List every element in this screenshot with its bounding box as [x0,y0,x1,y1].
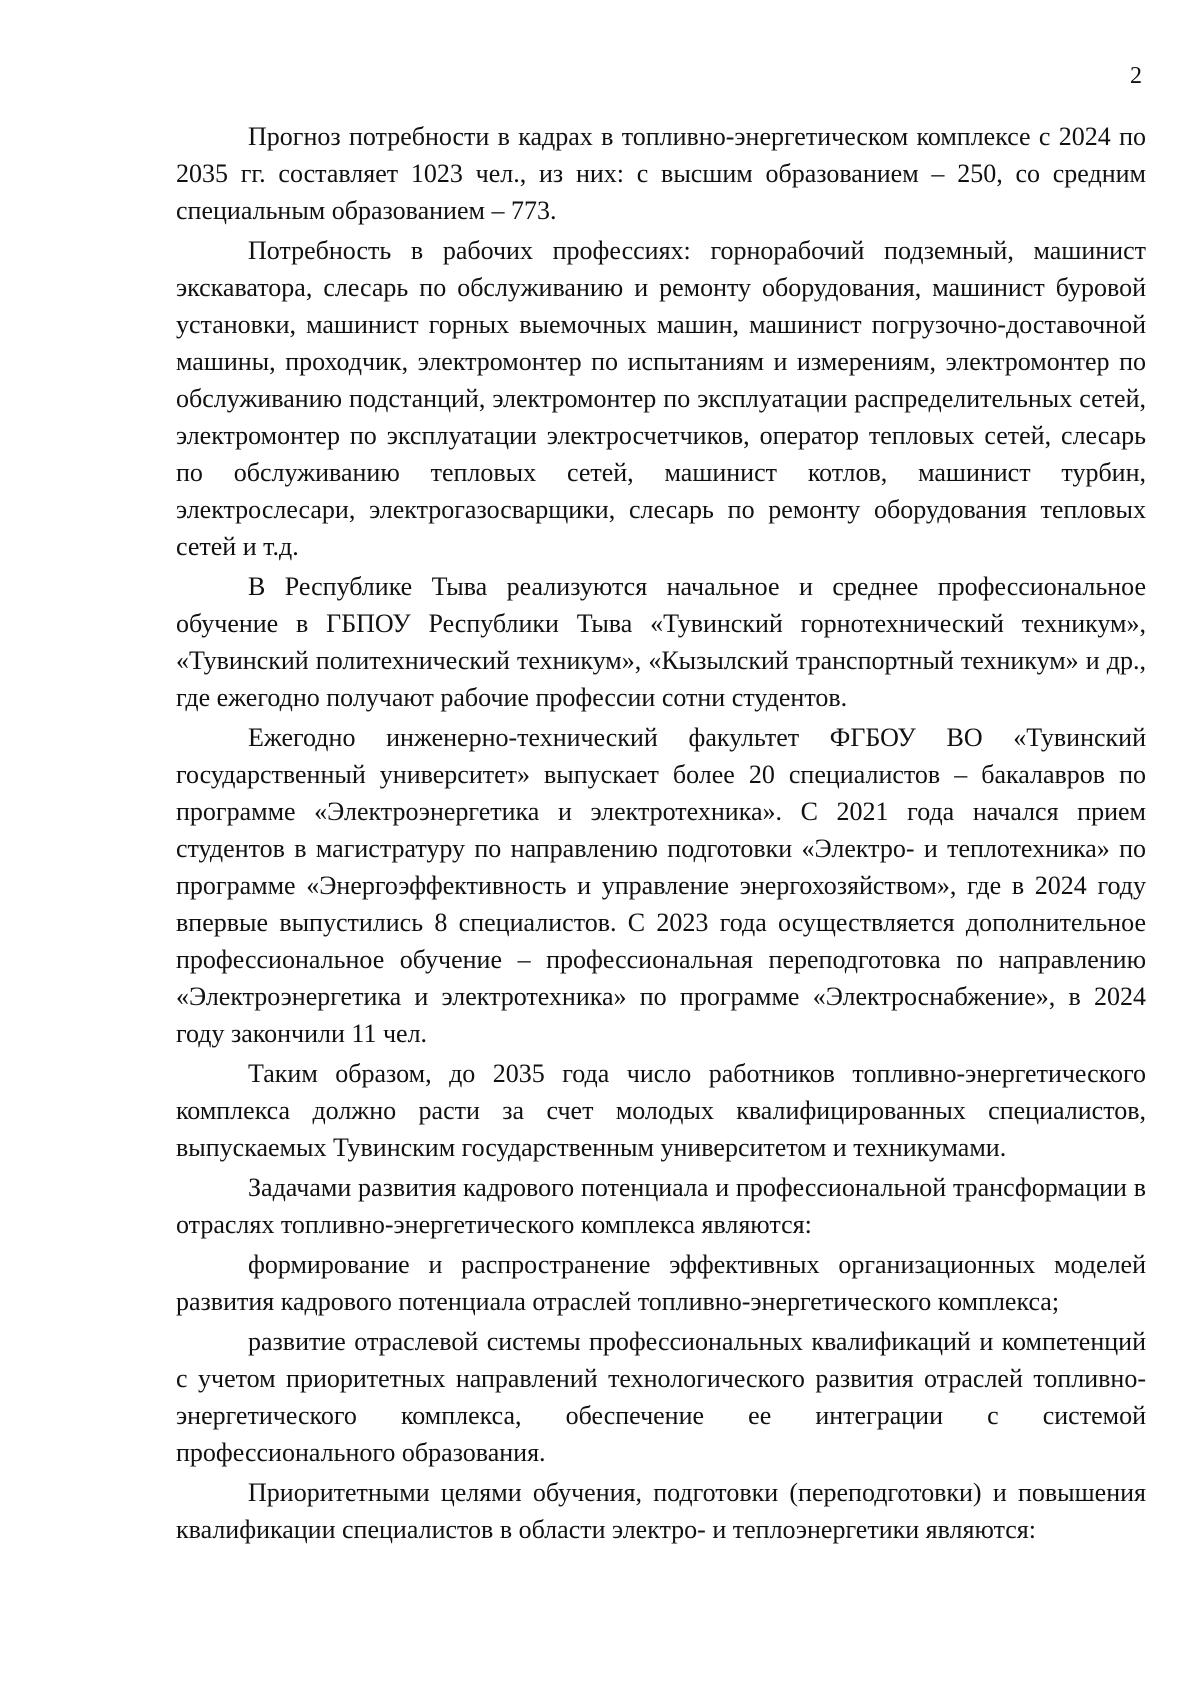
paragraph-workforce-growth: Таким образом, до 2035 года число работников топливно-энергетического комплекса должно расти за счет молодых квалифицированных специалистов, выпускаемых Тувинским государственным университетом и техникумами. [176,1059,1146,1162]
list-item-qualification-system: развитие отраслевой системы профессиональных квалификаций и компетенций с учетом приоритетных направлений технологического развития отраслей топливно-энергетического комплекса, обеспечение ее интеграции с системой профессионального образования. [176,1327,1146,1467]
paragraph-staffing-forecast: Прогноз потребности в кадрах в топливно-энергетическом комплексе с 2024 по 2035 гг. составляет 1023 чел., из них: с высшим образованием – 250, со средним специальным образованием – 773. [176,122,1146,225]
paragraph-training-priorities: Приоритетными целями обучения, подготовки (переподготовки) и повышения квалификации специалистов в области электро- и теплоэнергетики являются: [176,1478,1146,1544]
page-number: 2 [1130,63,1142,89]
paragraph-vocational-training: В Республике Тыва реализуются начальное и среднее профессиональное обучение в ГБПОУ Республики Тыва «Тувинский горнотехнический техникум», «Тувинский политехнический техникум», «Кызылский транспортный техникум» и др., где ежегодно получают рабочие профессии сотни студентов. [176,572,1146,712]
body-text [176,118,1146,1551]
paragraph-worker-professions: Потребность в рабочих профессиях: горнорабочий подземный, машинист экскаватора, слесарь по обслуживанию и ремонту оборудования, машинист буровой установки, машинист горных выемочных машин, машинист погрузочно-доставочной машины, проходчик, электромонтер по испытаниям и измерениям, электромонтер по обслуживанию подстанций, электромонтер по эксплуатации распределительных сетей, электромонтер по эксплуатации электросчетчиков, оператор тепловых сетей, слесарь по обслуживанию тепловых сетей, машинист котлов, машинист турбин, электрослесари, электрогазосварщики, слесарь по ремонту оборудования тепловых сетей и т.д. [176,236,1146,561]
paragraph-university-graduates: Ежегодно инженерно-технический факультет ФГБОУ ВО «Тувинский государственный университет» выпускает более 20 специалистов – бакалавров по программе «Электроэнергетика и электротехника». С 2021 года начался прием студентов в магистратуру по направлению подготовки «Электро- и теплотехника» по программе «Энергоэффективность и управление энергохозяйством», где в 2024 году впервые выпустились 8 специалистов. С 2023 года осуществляется дополнительное профессиональное обучение – профессиональная переподготовка по направлению «Электроэнергетика и электротехника» по программе «Электроснабжение», в 2024 году закончили 11 чел. [176,723,1146,1048]
list-item-organizational-models: формирование и распространение эффективных организационных моделей развития кадрового потенциала отраслей топливно-энергетического комплекса; [176,1250,1146,1316]
paragraph-development-tasks: Задачами развития кадрового потенциала и профессиональной трансформации в отраслях топливно-энергетического комплекса являются: [176,1173,1146,1239]
